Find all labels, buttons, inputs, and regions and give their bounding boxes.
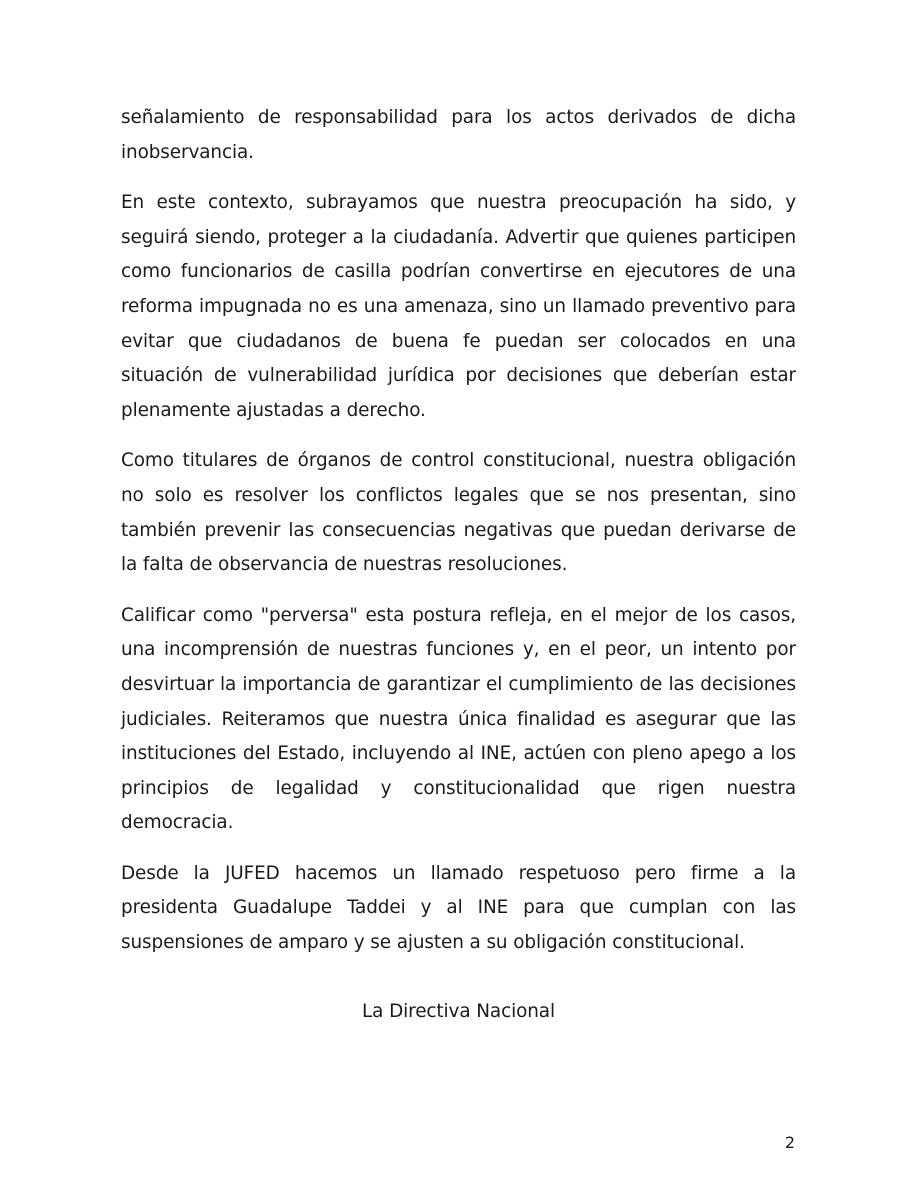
paragraph-1: señalamiento de responsabilidad para los actos derivados de dicha inobservancia. [121,107,796,163]
paragraph-4: Calificar como "perversa" esta postura refleja, en el mejor de los casos, una incomprensión de nuestras funciones y, en el peor, un intento por desvirtuar la importancia de garantizar el cumplimiento de las decisiones judiciales. Reiteramos que nuestra única finalidad es asegurar que las instituciones del Estado, incluyendo al INE, actúen con pleno apego a los principios de legalidad y constitucionalidad que rigen nuestra democracia. [121,604,796,834]
paragraph-5: Desde la JUFED hacemos un llamado respetuoso pero firme a la presidenta Guadalupe Taddei y al INE para que cumplan con las suspensiones de amparo y se ajusten a su obligación constitucional. [121,862,796,954]
paragraph-3: Como titulares de órganos de control constitucional, nuestra obligación no solo es resolver los conflictos legales que se nos presentan, sino también prevenir las consecuencias negativas que puedan derivarse de la falta de observancia de nuestras resoluciones. [121,450,796,576]
signature-block [0,995,911,1030]
paragraph-2: En este contexto, subrayamos que nuestra preocupación ha sido, y seguirá siendo, proteger a la ciudadanía. Advertir que quienes participen como funcionarios de casilla podrían convertirse en ejecutores de una reforma impugnada no es una amenaza, sino un llamado preventivo para evitar que ciudadanos de buena fe puedan ser colocados en una situación de vulnerabilidad jurídica por decisiones que deberían estar plenamente ajustadas a derecho. [121,192,796,421]
document-body [121,101,796,977]
signature-text: La Directiva Nacional [362,1001,555,1022]
page-number: 2 [784,1133,796,1152]
